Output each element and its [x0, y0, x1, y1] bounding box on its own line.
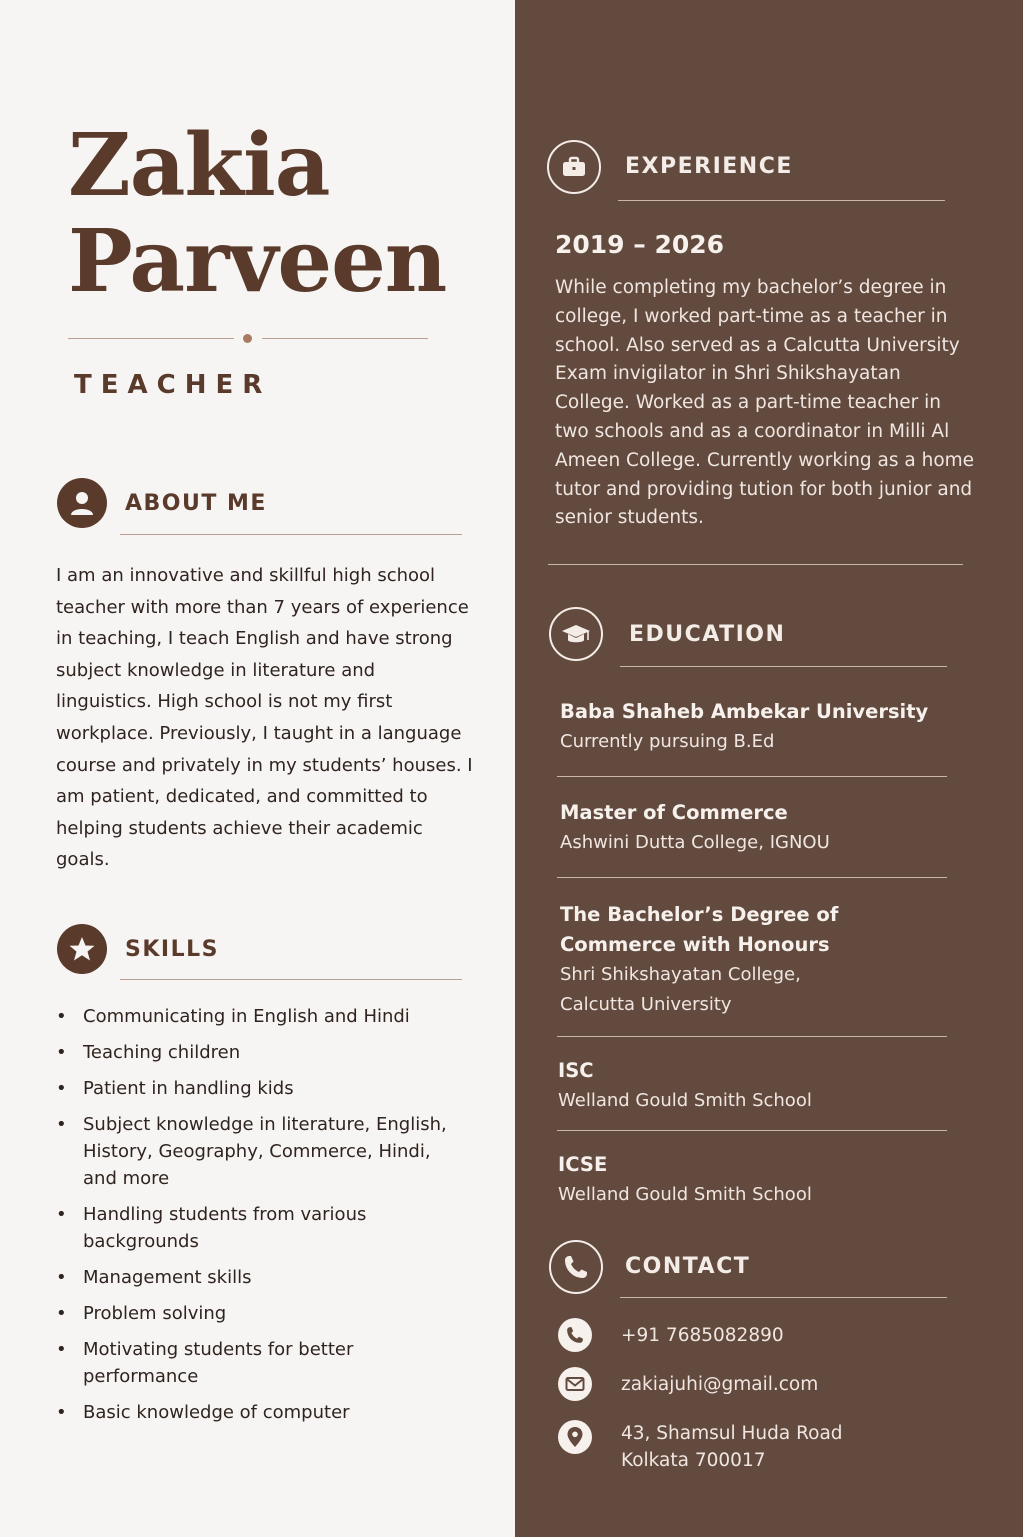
phone-icon — [549, 1240, 603, 1294]
education-title: Master of Commerce — [560, 801, 788, 824]
education-divider — [557, 776, 947, 777]
skills-heading: SKILLS — [125, 937, 219, 962]
experience-years: 2019 – 2026 — [555, 230, 725, 259]
graduation-cap-icon — [549, 607, 603, 661]
education-entry — [558, 1056, 948, 1116]
education-title: The Bachelor’s Degree of Commerce with Honours — [560, 903, 839, 956]
address-line-2: Kolkata 700017 — [621, 1450, 766, 1471]
education-entry — [560, 697, 950, 757]
skill-item: • Teaching children — [56, 1039, 456, 1066]
skill-item: • Communicating in English and Hindi — [56, 1003, 456, 1030]
skill-item: • Handling students from various backgrounds — [56, 1201, 456, 1255]
skill-item: • Motivating students for better performance — [56, 1336, 456, 1390]
experience-heading: EXPERIENCE — [625, 154, 793, 179]
education-subtitle: Shri Shikshayatan College, Calcutta University — [560, 964, 801, 1015]
education-heading-rule — [620, 666, 947, 667]
education-title: Baba Shaheb Ambekar University — [560, 700, 929, 723]
skill-item: • Patient in handling kids — [56, 1075, 456, 1102]
education-subtitle: Currently pursuing B.Ed — [560, 731, 775, 752]
about-heading: ABOUT ME — [125, 491, 267, 516]
education-title: ICSE — [558, 1153, 608, 1176]
education-subtitle: Ashwini Dutta College, IGNOU — [560, 832, 830, 853]
education-heading: EDUCATION — [629, 622, 786, 647]
education-subtitle: Welland Gould Smith School — [558, 1090, 812, 1111]
address-line-1: 43, Shamsul Huda Road — [621, 1423, 843, 1444]
education-divider — [557, 1036, 947, 1037]
contact-email[interactable]: zakiajuhi@gmail.com — [621, 1374, 819, 1395]
experience-divider — [548, 564, 963, 565]
contact-phone[interactable]: +91 7685082890 — [621, 1325, 784, 1346]
name-last: Parveen — [68, 211, 447, 312]
skill-item: • Subject knowledge in literature, English, History, Geography, Commerce, Hindi, and more — [56, 1111, 456, 1192]
education-entry — [560, 900, 930, 1020]
education-subtitle: Welland Gould Smith School — [558, 1184, 812, 1205]
email-icon — [558, 1367, 592, 1401]
location-pin-icon — [558, 1420, 592, 1454]
education-title: ISC — [558, 1059, 594, 1082]
about-text: I am an innovative and skillful high school teacher with more than 7 years of experience in teaching, I teach English and have strong subject knowledge in literature and linguistics. High school is not my first workplace. Previously, I taught in a language course and privately in my students’ houses. I am patient, dedicated, and committed to helping students achieve their academic goals. — [56, 565, 473, 871]
skill-item: • Basic knowledge of computer — [56, 1399, 456, 1426]
phone-icon — [558, 1318, 592, 1352]
education-entry — [558, 1150, 948, 1210]
job-title: TEACHER — [74, 370, 272, 400]
skill-item: • Problem solving — [56, 1300, 456, 1327]
contact-heading: CONTACT — [625, 1254, 751, 1279]
experience-heading-rule — [618, 200, 945, 201]
contact-heading-rule — [620, 1297, 947, 1298]
education-divider — [557, 1130, 947, 1131]
education-entry — [560, 798, 950, 858]
skill-item: • Management skills — [56, 1264, 456, 1291]
education-divider — [557, 877, 947, 878]
briefcase-icon — [547, 140, 601, 194]
contact-address — [621, 1420, 843, 1474]
name-first: Zakia — [68, 115, 330, 216]
experience-text: While completing my bachelor’s degree in college, I worked part-time as a teacher in school. Also served as a Calcutta University Exam invigilator in Shri Shikshayatan College. Worked as a part-time teacher in two schools and as a coordinator in Milli Al Ameen College. Currently working as a home tutor and providing tution for both junior and senior students. — [555, 277, 975, 529]
